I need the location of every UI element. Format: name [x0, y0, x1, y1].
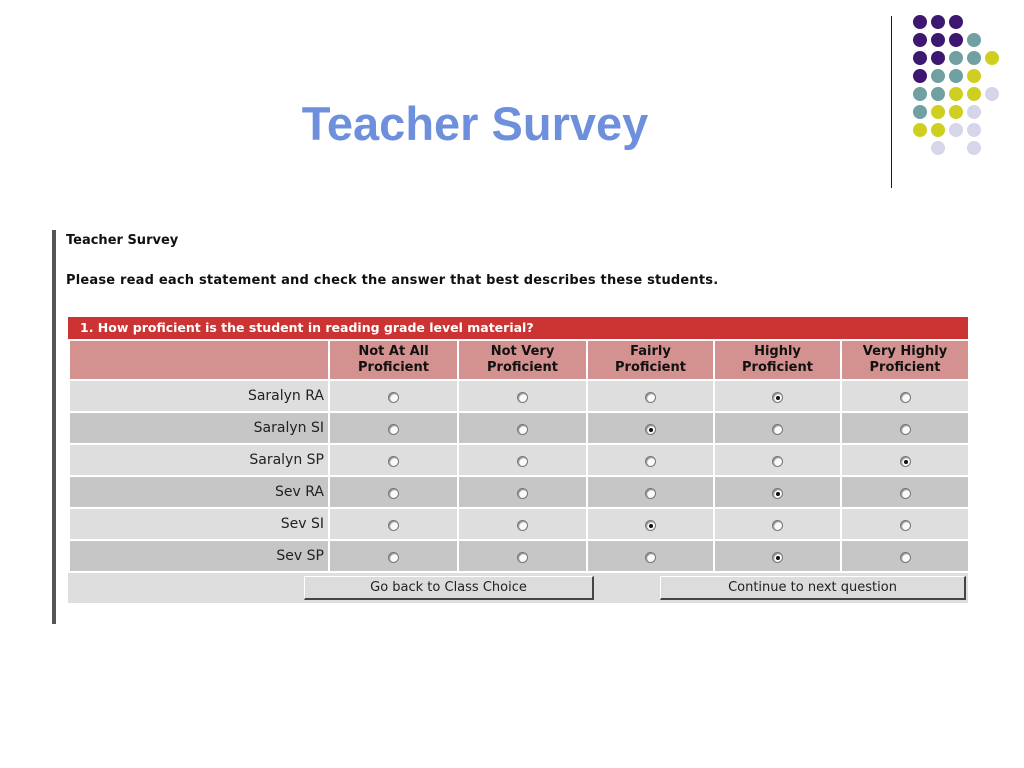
radio-cell	[329, 444, 458, 476]
radio-cell	[329, 412, 458, 444]
decorative-dot	[913, 69, 927, 83]
column-header: Highly Proficient	[714, 340, 841, 380]
radio-cell	[587, 508, 714, 540]
column-header: Not Very Proficient	[458, 340, 587, 380]
radio-cell	[458, 380, 587, 412]
rating-radio[interactable]	[645, 552, 656, 563]
window-border	[52, 230, 56, 624]
window-title: Teacher Survey	[66, 233, 179, 248]
button-row	[68, 573, 968, 603]
decorative-dot	[949, 15, 963, 29]
divider-line	[891, 16, 892, 188]
rating-radio[interactable]	[645, 456, 656, 467]
radio-cell	[587, 380, 714, 412]
student-label: Sev SP	[69, 540, 329, 572]
rating-radio[interactable]	[772, 488, 783, 499]
rating-radio[interactable]	[388, 520, 399, 531]
student-label: Saralyn RA	[69, 380, 329, 412]
decorative-dot	[913, 105, 927, 119]
decorative-dot	[985, 51, 999, 65]
decorative-dot	[931, 141, 945, 155]
student-label: Saralyn SP	[69, 444, 329, 476]
radio-cell	[587, 444, 714, 476]
radio-cell	[329, 540, 458, 572]
column-header-row	[69, 340, 969, 380]
decorative-dot	[967, 141, 981, 155]
rating-radio[interactable]	[900, 424, 911, 435]
column-header: Fairly Proficient	[587, 340, 714, 380]
decorative-dot	[913, 33, 927, 47]
radio-cell	[841, 380, 969, 412]
table-row	[69, 444, 969, 476]
student-label: Sev RA	[69, 476, 329, 508]
radio-cell	[458, 444, 587, 476]
instruction-text: Please read each statement and check the answer that best describes these students.	[66, 273, 719, 288]
radio-cell	[714, 508, 841, 540]
radio-cell	[841, 476, 969, 508]
table-row	[69, 476, 969, 508]
decorative-dot	[949, 123, 963, 137]
rating-radio[interactable]	[772, 392, 783, 403]
rating-radio[interactable]	[772, 424, 783, 435]
decorative-dot	[967, 51, 981, 65]
rating-radio[interactable]	[900, 552, 911, 563]
radio-cell	[714, 476, 841, 508]
rating-radio[interactable]	[388, 392, 399, 403]
decorative-dot	[913, 15, 927, 29]
decorative-dot	[967, 123, 981, 137]
radio-cell	[841, 412, 969, 444]
rating-radio[interactable]	[900, 456, 911, 467]
rating-radio[interactable]	[517, 392, 528, 403]
radio-cell	[458, 476, 587, 508]
radio-cell	[587, 540, 714, 572]
rating-radio[interactable]	[388, 424, 399, 435]
rating-radio[interactable]	[388, 488, 399, 499]
radio-cell	[587, 476, 714, 508]
decorative-dot	[931, 123, 945, 137]
decorative-dot	[913, 51, 927, 65]
decorative-dot	[931, 69, 945, 83]
rating-radio[interactable]	[900, 520, 911, 531]
rating-radio[interactable]	[388, 456, 399, 467]
decorative-dot	[967, 33, 981, 47]
decorative-dot	[967, 87, 981, 101]
rating-table	[68, 339, 970, 573]
empty-header-cell	[69, 340, 329, 380]
decorative-dot	[967, 105, 981, 119]
radio-cell	[714, 444, 841, 476]
radio-cell	[458, 412, 587, 444]
radio-cell	[714, 412, 841, 444]
student-label: Sev SI	[69, 508, 329, 540]
rating-radio[interactable]	[772, 552, 783, 563]
decorative-dot	[949, 33, 963, 47]
decorative-dot	[913, 123, 927, 137]
radio-cell	[841, 540, 969, 572]
rating-radio[interactable]	[900, 392, 911, 403]
survey-form	[68, 317, 968, 603]
column-header: Not At All Proficient	[329, 340, 458, 380]
rating-radio[interactable]	[772, 456, 783, 467]
table-row	[69, 540, 969, 572]
continue-button[interactable]: Continue to next question	[660, 576, 966, 600]
radio-cell	[714, 380, 841, 412]
rating-radio[interactable]	[900, 488, 911, 499]
radio-cell	[587, 412, 714, 444]
rating-radio[interactable]	[645, 488, 656, 499]
rating-radio[interactable]	[645, 520, 656, 531]
decorative-dot	[949, 51, 963, 65]
rating-radio[interactable]	[517, 456, 528, 467]
decorative-dot	[931, 51, 945, 65]
column-header: Very Highly Proficient	[841, 340, 969, 380]
decorative-dot	[931, 15, 945, 29]
radio-cell	[458, 540, 587, 572]
rating-radio[interactable]	[517, 424, 528, 435]
decorative-dot	[913, 87, 927, 101]
decorative-dot	[967, 69, 981, 83]
rating-radio[interactable]	[772, 520, 783, 531]
radio-cell	[329, 508, 458, 540]
slide-title: Teacher Survey	[301, 97, 649, 150]
decorative-dot	[949, 87, 963, 101]
rating-radio[interactable]	[645, 392, 656, 403]
rating-radio[interactable]	[388, 552, 399, 563]
student-label: Saralyn SI	[69, 412, 329, 444]
table-row	[69, 508, 969, 540]
decorative-dot	[985, 87, 999, 101]
radio-cell	[841, 444, 969, 476]
decorative-dot	[931, 87, 945, 101]
radio-cell	[458, 508, 587, 540]
question-header: 1. How proficient is the student in reading grade level material?	[68, 317, 968, 339]
decorative-dot	[949, 105, 963, 119]
decorative-dot	[949, 69, 963, 83]
rating-radio[interactable]	[517, 552, 528, 563]
rating-radio[interactable]	[517, 488, 528, 499]
survey-window	[52, 230, 972, 624]
radio-cell	[841, 508, 969, 540]
rating-radio[interactable]	[517, 520, 528, 531]
go-back-button[interactable]: Go back to Class Choice	[304, 576, 594, 600]
radio-cell	[714, 540, 841, 572]
table-row	[69, 412, 969, 444]
rating-radio[interactable]	[645, 424, 656, 435]
decorative-dot	[931, 105, 945, 119]
decorative-dot	[931, 33, 945, 47]
table-row	[69, 380, 969, 412]
radio-cell	[329, 380, 458, 412]
radio-cell	[329, 476, 458, 508]
